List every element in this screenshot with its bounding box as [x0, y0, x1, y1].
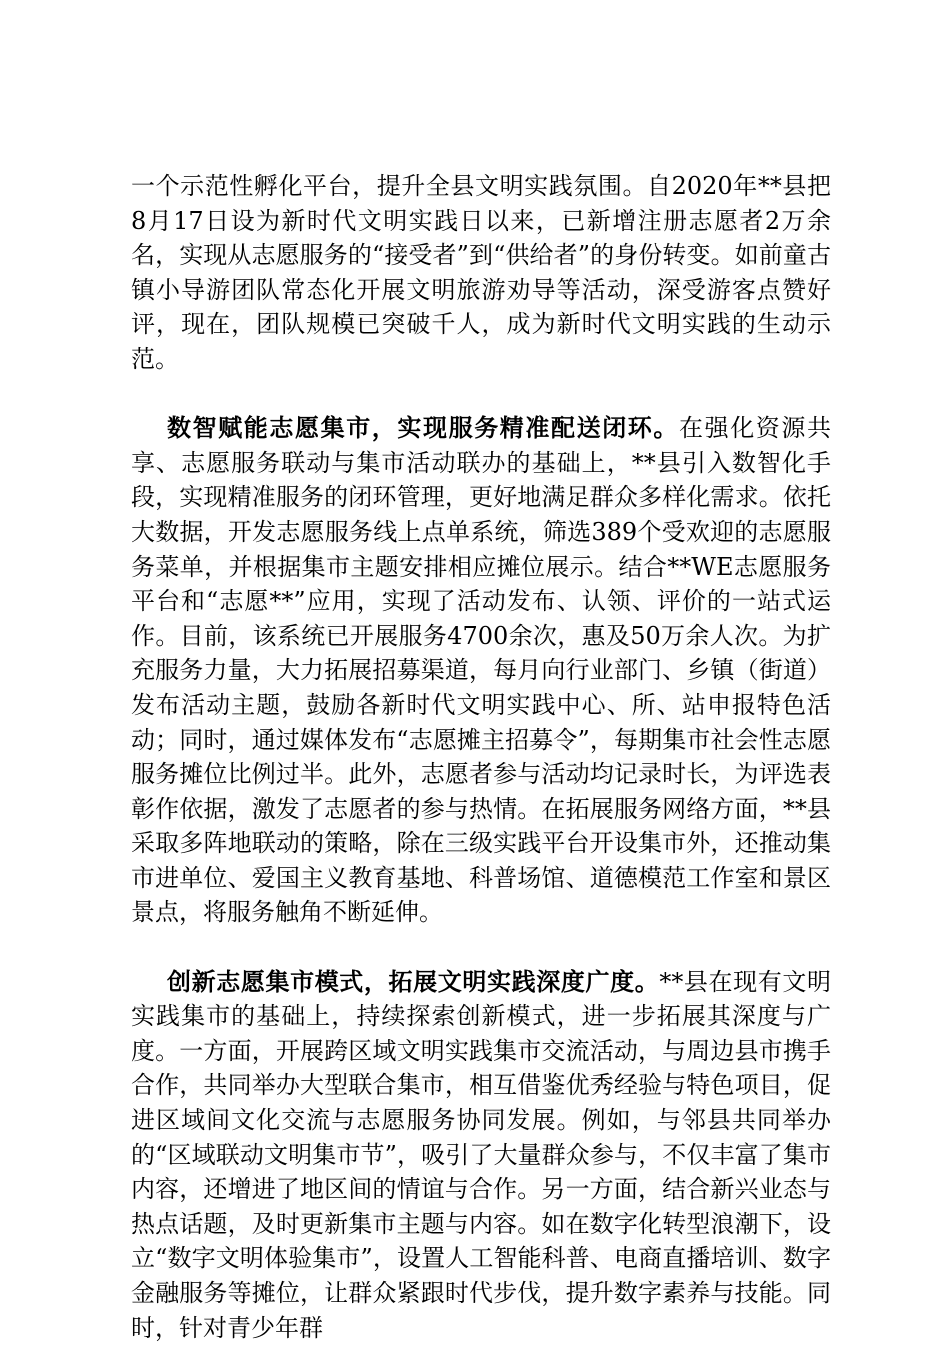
- document-page: [131, 169, 831, 1345]
- paragraph-gap: [131, 377, 831, 412]
- paragraph-continuation: [131, 169, 831, 377]
- paragraph-heading: 数智赋能志愿集市，实现服务精准配送闭环。: [167, 413, 679, 443]
- paragraph-heading: 创新志愿集市模式，拓展文明实践深度广度。: [167, 966, 660, 996]
- paragraph-innovation-model: [131, 965, 831, 1345]
- paragraph-digital-empowerment: [131, 411, 831, 930]
- paragraph-body: 一个示范性孵化平台，提升全县文明实践氛围。自2020年**县把8月17日设为新时代文明实践日以来，已新增注册志愿者2万余名，实现从志愿服务的“接受者”到“供给者”的身份转变。如前童古镇小导游团队常态化开展文明旅游劝导等活动，深受游客点赞好评，现在，团队规模已突破千人，成为新时代文明实践的生动示范。: [131, 172, 831, 373]
- paragraph-body: **县在现有文明实践集市的基础上，持续探索创新模式，进一步拓展其深度与广度。一方面，开展跨区域文明实践集市交流活动，与周边县市携手合作，共同举办大型联合集市，相互借鉴优秀经验与特色项目，促进区域间文化交流与志愿服务协同发展。例如，与邻县共同举办的“区域联动文明集市节”，吸引了大量群众参与，不仅丰富了集市内容，还增进了地区间的情谊与合作。另一方面，结合新兴业态与热点话题，及时更新集市主题与内容。如在数字化转型浪潮下，设立“数字文明体验集市”，设置人工智能科普、电商直播培训、数字金融服务等摊位，让群众紧跟时代步伐，提升数字素养与技能。同时，针对青少年群: [131, 967, 832, 1342]
- paragraph-gap: [131, 930, 831, 965]
- paragraph-body: 在强化资源共享、志愿服务联动与集市活动联办的基础上，**县引入数智化手段，实现精准服务的闭环管理，更好地满足群众多样化需求。依托大数据，开发志愿服务线上点单系统，筛选389个受欢迎的志愿服务菜单，并根据集市主题安排相应摊位展示。结合**WE志愿服务平台和“志愿**”应用，实现了活动发布、认领、评价的一站式运作。目前，该系统已开展服务4700余次，惠及50万余人次。为扩充服务力量，大力拓展招募渠道，每月向行业部门、乡镇（街道）发布活动主题，鼓励各新时代文明实践中心、所、站申报特色活动；同时，通过媒体发布“志愿摊主招募令”，每期集市社会性志愿服务摊位比例过半。此外，志愿者参与活动均记录时长，为评选表彰作依据，激发了志愿者的参与热情。在拓展服务网络方面，**县采取多阵地联动的策略，除在三级实践平台开设集市外，还推动集市进单位、爱国主义教育基地、科普场馆、道德模范工作室和景区景点，将服务触角不断延伸。: [131, 414, 831, 927]
